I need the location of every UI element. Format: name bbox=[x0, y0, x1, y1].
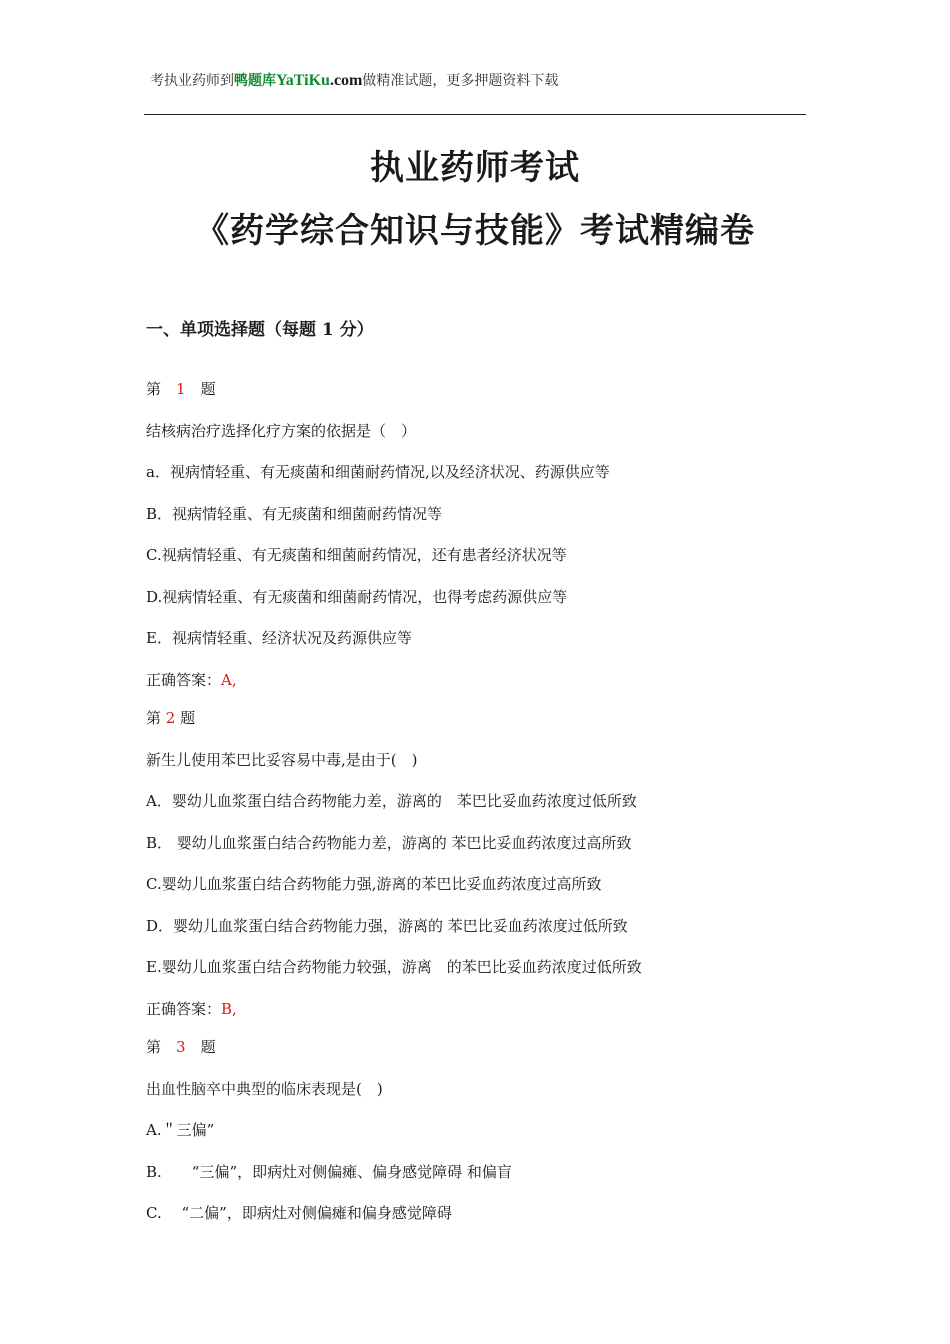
question-number-value: 2 bbox=[165, 709, 176, 727]
question-stem: 结核病治疗选择化疗方案的依据是（ ） bbox=[146, 422, 417, 440]
option-b: B. “三偏”，即病灶对侧偏瘫、偏身感觉障碍 和偏盲 bbox=[146, 1163, 512, 1181]
question-number-value: 3 bbox=[176, 1038, 186, 1056]
option-a: A.＂三偏” bbox=[146, 1121, 215, 1139]
option-b: B． 婴幼儿血浆蛋白结合药物能力差，游离的 苯巴比妥血药浓度过高所致 bbox=[146, 834, 632, 852]
option-c: C. “二偏”，即病灶对侧偏瘫和偏身感觉障碍 bbox=[146, 1204, 452, 1222]
question-number: 第 1 题 bbox=[146, 380, 216, 398]
question-stem: 新生儿使用苯巴比妥容易中毒,是由于( ) bbox=[146, 751, 418, 769]
page-header bbox=[150, 70, 558, 90]
option-e: E．视病情轻重、经济状况及药源供应等 bbox=[146, 629, 412, 647]
brand-name-cn: 鸭题库 bbox=[234, 73, 276, 89]
brand-name-en: YaTiKu bbox=[276, 72, 330, 89]
section-heading: 一、单项选择题（每题 1 分） bbox=[146, 320, 374, 340]
answer bbox=[146, 998, 237, 1019]
answer-value: A, bbox=[221, 671, 237, 689]
question-number: 第 2 题 bbox=[146, 709, 196, 727]
option-c: C.视病情轻重、有无痰菌和细菌耐药情况，还有患者经济状况等 bbox=[146, 546, 567, 564]
option-b: B．视病情轻重、有无痰菌和细菌耐药情况等 bbox=[146, 505, 443, 523]
answer-value: B, bbox=[221, 1000, 237, 1018]
question-number: 第 3 题 bbox=[146, 1038, 216, 1056]
option-e: E.婴幼儿血浆蛋白结合药物能力较强，游离 的苯巴比妥血药浓度过低所致 bbox=[146, 958, 642, 976]
option-a: a．视病情轻重、有无痰菌和细菌耐药情况,以及经济状况、药源供应等 bbox=[146, 463, 610, 481]
answer-label: 正确答案： bbox=[146, 671, 222, 689]
page-title: 执业药师考试 bbox=[370, 148, 580, 188]
answer-label: 正确答案： bbox=[146, 1000, 222, 1018]
header-suffix: 做精准试题，更多押题资料下载 bbox=[362, 73, 559, 89]
option-d: D.视病情轻重、有无痰菌和细菌耐药情况，也得考虑药源供应等 bbox=[146, 588, 568, 606]
question-stem: 出血性脑卒中典型的临床表现是( ) bbox=[146, 1080, 383, 1098]
header-divider bbox=[144, 114, 806, 115]
question-number-value: 1 bbox=[176, 380, 186, 398]
header-prefix: 考执业药师到 bbox=[150, 73, 234, 89]
option-a: A．婴幼儿血浆蛋白结合药物能力差，游离的 苯巴比妥血药浓度过低所致 bbox=[146, 792, 637, 810]
option-c: C.婴幼儿血浆蛋白结合药物能力强,游离的苯巴比妥血药浓度过高所致 bbox=[146, 875, 602, 893]
page-subtitle: 《药学综合知识与技能》考试精编卷 bbox=[195, 211, 755, 251]
brand-domain: .com bbox=[329, 72, 363, 89]
answer bbox=[146, 669, 237, 690]
option-d: D．婴幼儿血浆蛋白结合药物能力强，游离的 苯巴比妥血药浓度过低所致 bbox=[146, 917, 628, 935]
